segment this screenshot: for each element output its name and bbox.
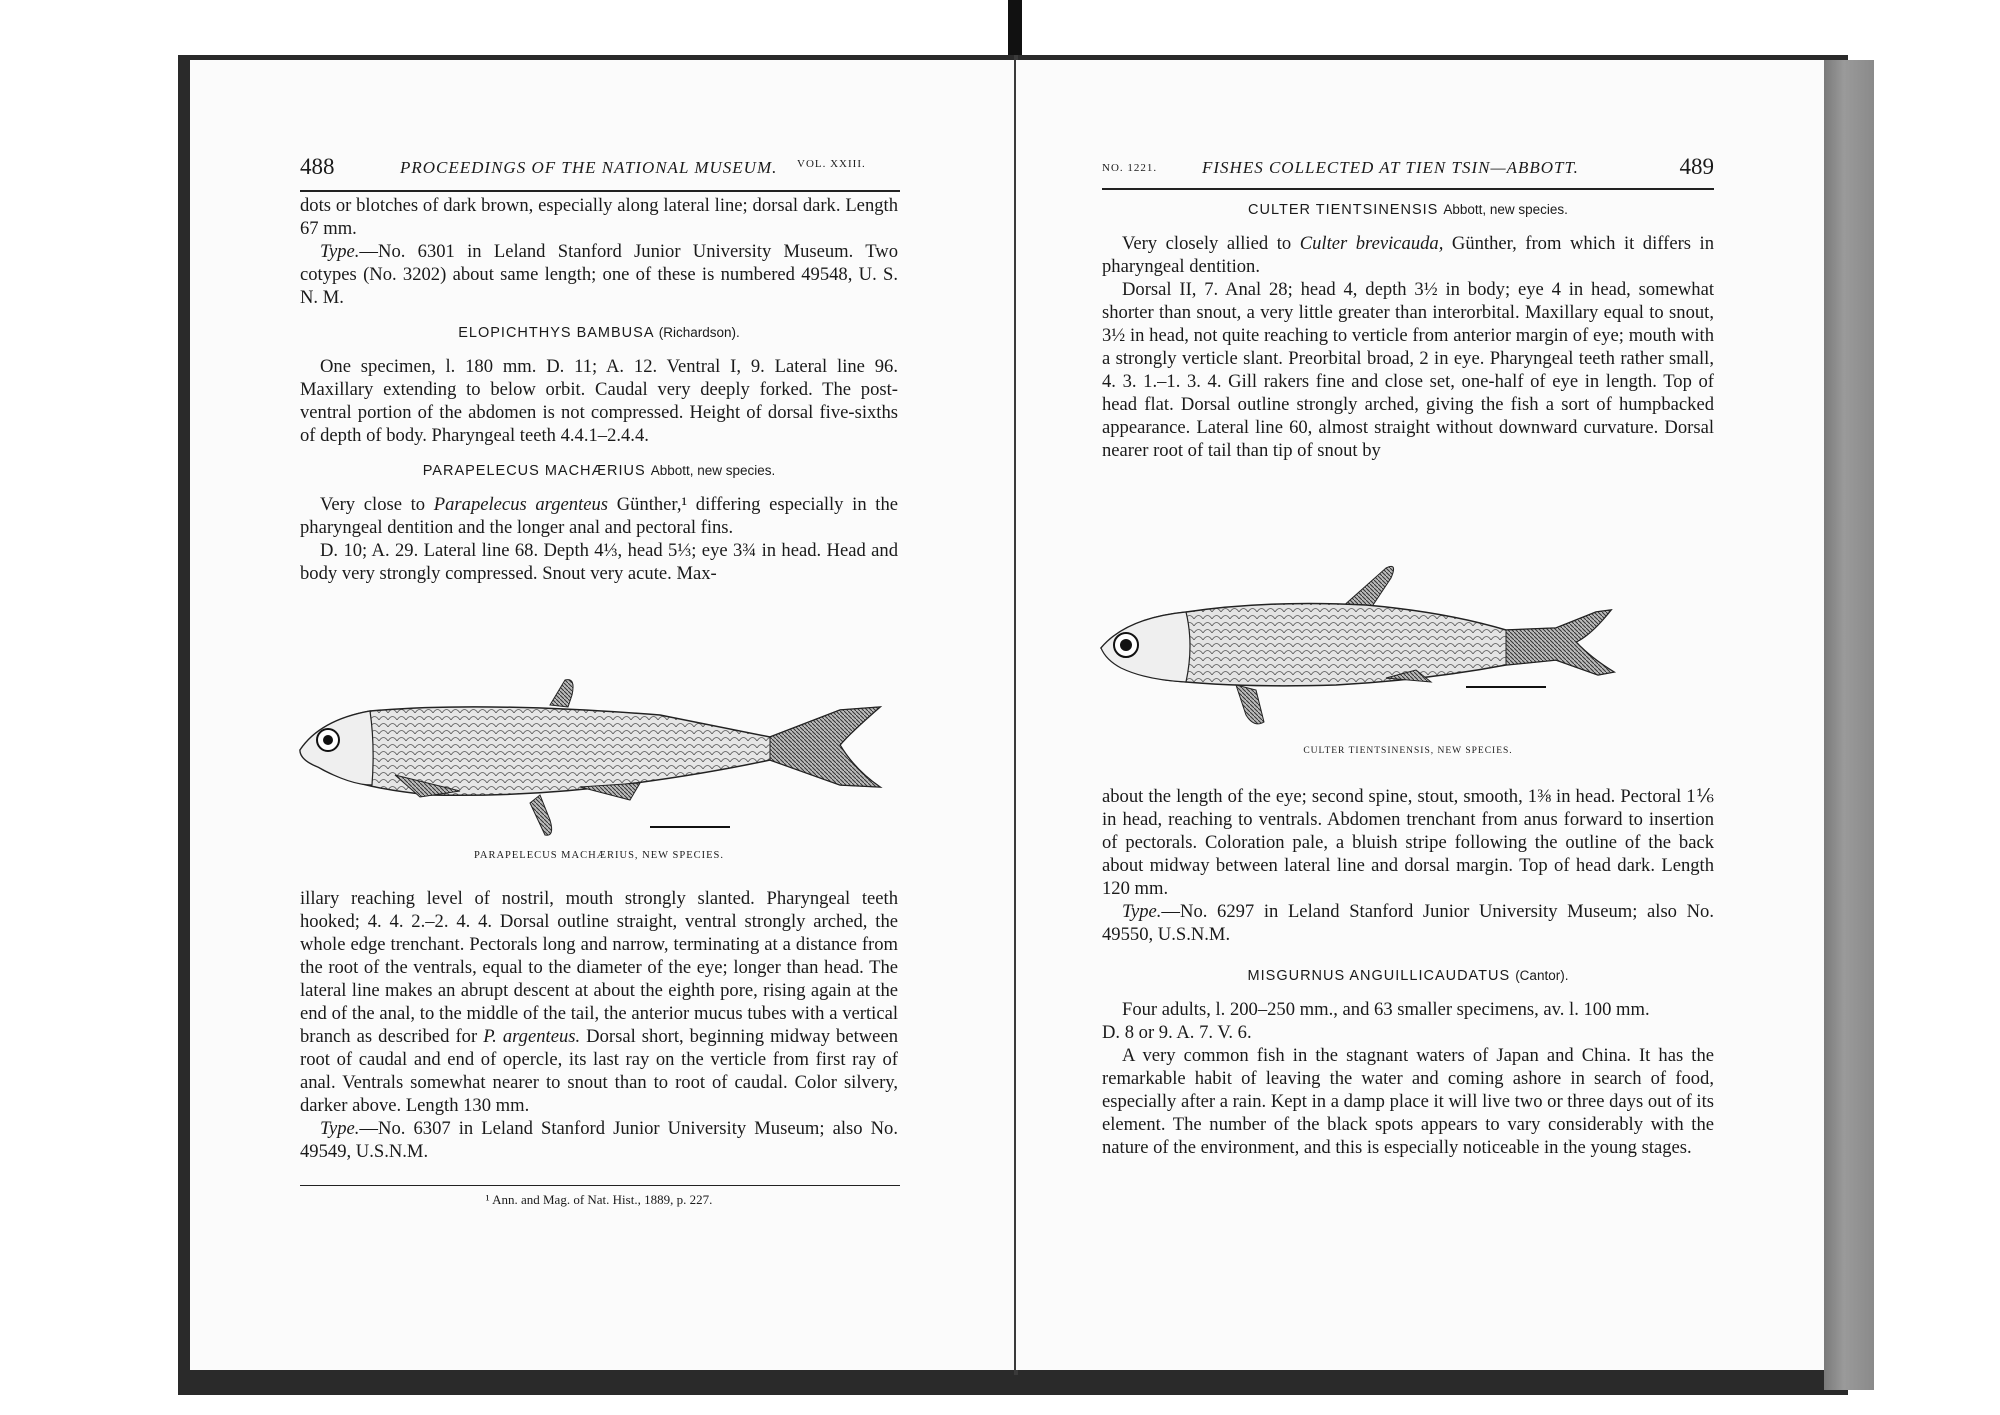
type-text: —No. 6297 in Leland Stanford Junior University Museum; also No. 49550, U.S.N.M. [1102,901,1714,945]
species-name: MISGURNUS ANGUILLICAUDATUS [1247,968,1511,984]
type-label: Type. [320,241,360,262]
figure-caption: PARAPELECUS MACHÆRIUS, NEW SPECIES. [473,850,724,861]
species-heading [1102,198,1714,222]
species-author: (Cantor). [1515,968,1569,983]
left-page-number: 488 [300,154,335,179]
book-spine [1008,0,1022,55]
number-label: NO. 1221. [1102,162,1158,174]
left-running-head [300,154,926,188]
figure-caption: CULTER TIENTSINENSIS, NEW SPECIES. [1303,746,1513,756]
header-rule [1102,188,1714,190]
text: Günther,¹ differing especially in the pharyngeal dentition and the longer anal and pectoral fins. [300,494,898,538]
species-author: Abbott, new species. [1443,202,1568,217]
species-italic: Culter brevicauda, [1299,233,1444,254]
paragraph: D. 10; A. 29. Lateral line 68. Depth 4⅓, head 5⅓; eye 3¾ in head. Head and body very strongly compressed. Snout very acute. Max- [300,540,898,584]
species-italic: Parapelecus argenteus [433,494,609,515]
type-label: Type. [320,1118,360,1139]
paragraph [300,493,898,539]
paragraph: One specimen, l. 180 mm. D. 11; A. 12. Ventral I, 9. Lateral line 96. Maxillary extending to below orbit. Caudal very deeply forked. The post-ventral portion of the abdomen is not compressed. Height of dorsal five-sixths of depth of body. Pharyngeal teeth 4.4.1–2.4.4. [300,356,898,446]
text: Dorsal short, beginning midway between root of caudal and end of opercle, its last ray on the verticle from first ray of anal. Ventrals somewhat nearer to snout than to root of caudal. Color silvery, darker above. Length 130 mm. [300,1026,898,1116]
species-heading [300,321,898,345]
species-heading [300,459,898,483]
right-running-head [1102,154,1714,188]
type-text: —No. 6307 in Leland Stanford Junior University Museum; also No. 49549, U.S.N.M. [300,1118,898,1162]
left-page [190,60,1016,1370]
header-rule [300,190,900,192]
text: Very close to [320,494,434,515]
right-text-top [1102,194,1714,462]
species-name: CULTER TIENTSINENSIS [1248,202,1439,218]
paragraph: dots or blotches of dark brown, especially along lateral line; dorsal dark. Length 67 mm. [300,195,898,239]
right-page-number: 489 [1679,154,1714,179]
text: illary reaching level of nostril, mouth strongly slanted. Pharyngeal teeth hooked; 4. 4. 2.–2. 4. 4. Dorsal outline straight, ventral strongly arched, the whole edge trenchant. Pectorals long and narrow, terminating at a distance from the root of the ventrals, equal to the diameter of the eye; longer than head. The lateral line makes an abrupt descent at about the eighth pore, rising again at the end of the anal, to the middle of the tail, the anterior mucus tubes with a vertical branch as described for [300,888,898,1047]
type-text: —No. 6301 in Leland Stanford Junior University Museum. Two cotypes (No. 3202) about same length; one of these is numbered 49548, U. S. N. M. [300,241,898,308]
volume-label: VOL. XXIII. [797,158,866,170]
text: Günther, from which it differs in pharyngeal dentition. [1102,233,1715,277]
footnote: ¹ Ann. and Mag. of Nat. Hist., 1889, p. 227. [485,1192,713,1207]
species-heading [1102,964,1714,988]
species-author: Abbott, new species. [650,463,776,478]
species-name: PARAPELECUS MACHÆRIUS [422,463,646,479]
type-label: Type. [1122,901,1162,922]
footnote-rule [300,1185,900,1186]
species-italic: P. argenteus. [483,1026,581,1047]
text: Very closely allied to [1122,233,1300,254]
paragraph: A very common fish in the stagnant waters of Japan and China. It has the remarkable habit of leaving the water and coming ashore in search of food, especially after a rain. Kept in a damp place it will live two or three days out of its element. The number of the black spots appears to vary considerably with the nature of the environment, and this is especially noticeable in the young stages. [1102,1045,1714,1158]
left-text-bottom [300,887,898,1163]
type-paragraph [1102,900,1714,946]
parapelecus-fish-illustration [280,615,940,845]
right-text-bottom [1102,785,1714,1159]
type-paragraph [300,1117,898,1163]
left-text-top [300,194,898,585]
paragraph: D. 8 or 9. A. 7. V. 6. [1102,1022,1252,1043]
type-paragraph [300,240,898,309]
book-page-edge [1824,60,1874,1390]
paragraph [1102,232,1714,278]
species-name: ELOPICHTHYS BAMBUSA [458,325,654,341]
culter-fish-illustration [1086,500,1706,730]
species-author: (Richardson). [658,325,740,340]
paragraph: Dorsal II, 7. Anal 28; head 4, depth 3½ in body; eye 4 in head, somewhat shorter than snout, a very little greater than interorbital. Maxillary equal to snout, 3½ in head, not quite reaching to verticle from anterior margin of eye; mouth with a strongly verticle slant. Preorbital broad, 2 in eye. Pharyngeal teeth rather small, 4. 3. 1.–1. 3. 4. Gill rakers fine and close set, one-half of eye in length. Top of head flat. Dorsal outline strongly arched, giving the fish a sort of humpbacked appearance. Lateral line 60, almost straight without downward curvature. Dorsal nearer root of tail than tip of snout by [1102,279,1714,461]
paragraph: about the length of the eye; second spine, stout, smooth, 1⅜ in head. Pectoral 1⅙ in head, reaching to ventrals. Abdomen trenchant from anus forward to insertion of pectorals. Coloration pale, a bluish stripe following the outline of the back about midway between lateral line and dorsal margin. Top of head dark. Length 120 mm. [1102,786,1714,899]
right-page [1016,60,1824,1370]
left-running-title: PROCEEDINGS OF THE NATIONAL MUSEUM. [400,158,778,177]
paragraph [300,887,898,1117]
paragraph: Four adults, l. 200–250 mm., and 63 smaller specimens, av. l. 100 mm. [1122,999,1650,1020]
right-running-title: FISHES COLLECTED AT TIEN TSIN—ABBOTT. [1202,158,1579,177]
